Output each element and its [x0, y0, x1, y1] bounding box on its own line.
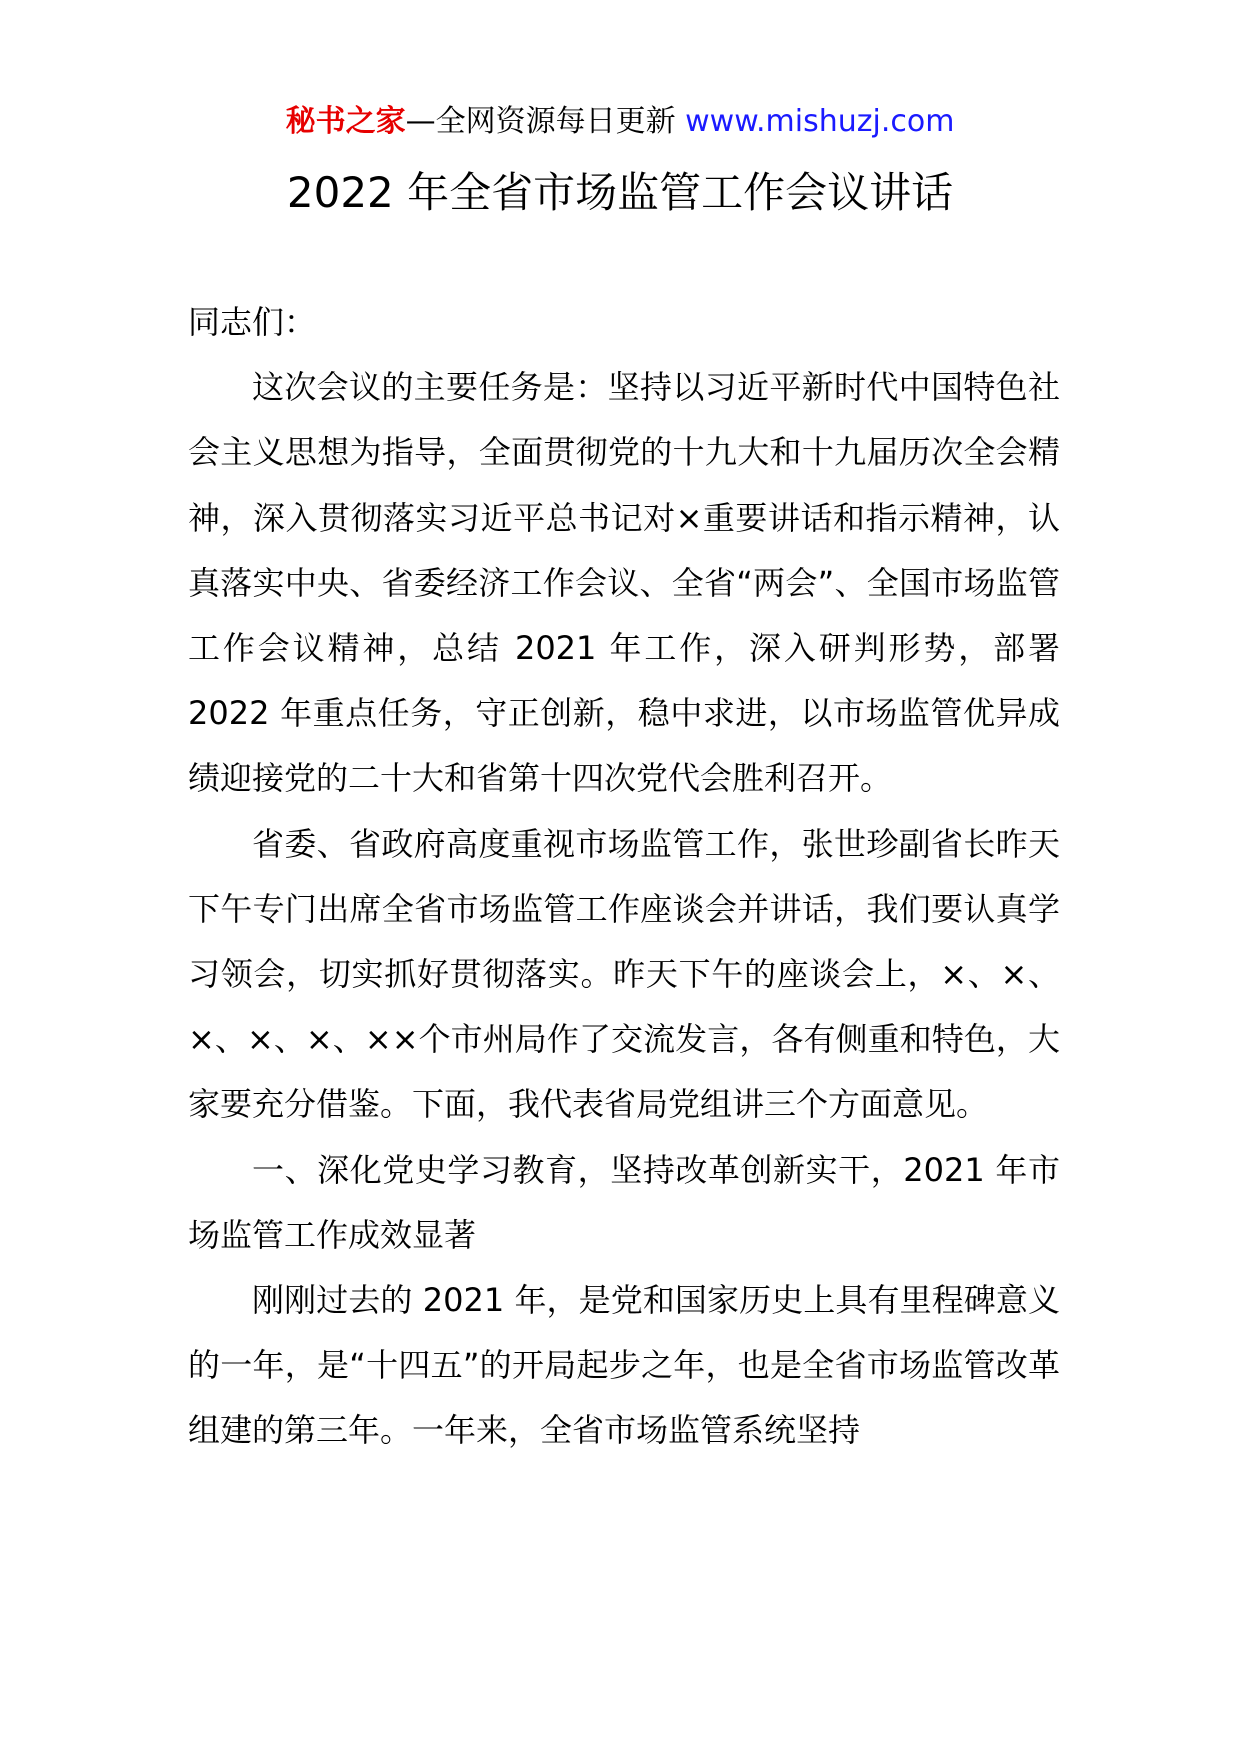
watermark-header	[0, 102, 1240, 142]
header-slogan: —全网资源每日更新	[405, 104, 676, 139]
document-title: 2022 年全省市场监管工作会议讲话	[286, 168, 954, 217]
paragraph-1: 这次会议的主要任务是：坚持以习近平新时代中国特色社会主义思想为指导，全面贯彻党的十九大和十九届历次全会精神，深入贯彻落实习近平总书记对×重要讲话和指示精神，认真落实中央、省委经济工作会议、全省“两会”、全国市场监管工作会议精神，总结 2021 年工作，深入研判形势，部署 2022 年重点任务，守正创新，稳中求进，以市场监管优异成绩迎接党的二十大和省第十四次党代会胜利召开。	[188, 368, 1060, 798]
site-url-link[interactable]: www.mishuzj.com	[685, 104, 955, 139]
section-heading: 一、深化党史学习教育，坚持改革创新实干，2021 年市场监管工作成效显著	[188, 1150, 1060, 1254]
brand-name: 秘书之家	[285, 104, 406, 139]
salutation: 同志们：	[188, 303, 317, 341]
document-body	[188, 290, 1060, 1464]
paragraph-2: 省委、省政府高度重视市场监管工作，张世珍副省长昨天下午专门出席全省市场监管工作座谈会并讲话，我们要认真学习领会，切实抓好贯彻落实。昨天下午的座谈会上，×、×、×、×、×、××个市州局作了交流发言，各有侧重和特色，大家要充分借鉴。下面，我代表省局党组讲三个方面意见。	[188, 824, 1060, 1124]
section-paragraph: 刚刚过去的 2021 年，是党和国家历史上具有里程碑意义的一年，是“十四五”的开局起步之年，也是全省市场监管改革组建的第三年。一年来，全省市场监管系统坚持	[188, 1281, 1060, 1450]
